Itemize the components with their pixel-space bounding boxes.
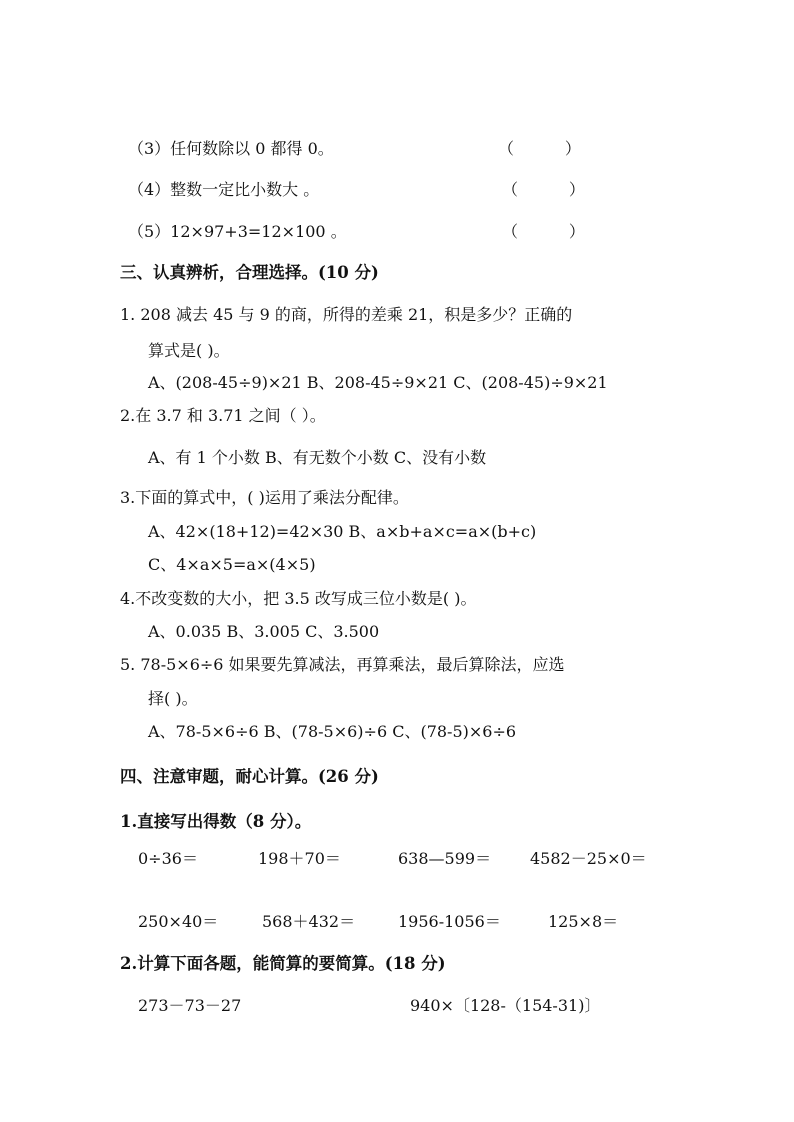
q5-options: A、78-5×6÷6 B、(78-5×6)÷6 C、(78-5)×6÷6 — [148, 722, 517, 741]
judgement-item-5: （5）12×97+3=12×100 。 — [128, 222, 347, 241]
section-3-heading: 三、认真辨析，合理选择。(10 分) — [120, 263, 379, 282]
judgement-item-4: （4）整数一定比小数大 。 — [128, 180, 320, 199]
q2-options: A、有 1 个小数 B、有无数个小数 C、没有小数 — [148, 448, 487, 467]
part-1-heading: 1.直接写出得数（8 分）。 — [120, 812, 312, 831]
q1-line-2: 算式是( )。 — [148, 341, 230, 360]
mental-calc-item: 198＋70＝ — [258, 849, 341, 868]
section-4-heading: 四、注意审题，耐心计算。(26 分) — [120, 767, 379, 786]
mental-calc-item: 1956-1056＝ — [398, 912, 501, 931]
calc-problem-1: 273－73－27 — [138, 996, 242, 1015]
mental-calc-item: 250×40＝ — [138, 912, 219, 931]
q1-options: A、(208-45÷9)×21 B、208-45÷9×21 C、(208-45)÷9×21 — [148, 373, 608, 392]
q4-text: 4.不改变数的大小，把 3.5 改写成三位小数是( )。 — [120, 589, 477, 608]
q1-line-1: 1. 208 减去 45 与 9 的商，所得的差乘 21，积是多少？正确的 — [120, 305, 573, 324]
judgement-item-3: （3）任何数除以 0 都得 0。 — [128, 139, 334, 158]
answer-paren-4[interactable]: （ ） — [502, 180, 585, 199]
calc-problem-2: 940×〔128-（154-31)〕 — [410, 996, 601, 1015]
mental-calc-item: 568＋432＝ — [262, 912, 356, 931]
q3-options-2: C、4×a×5=a×(4×5) — [148, 555, 316, 574]
q4-options: A、0.035 B、3.005 C、3.500 — [148, 622, 380, 641]
part-2-heading: 2.计算下面各题，能简算的要简算。(18 分) — [120, 954, 446, 973]
q3-text: 3.下面的算式中，( )运用了乘法分配律。 — [120, 488, 409, 507]
mental-calc-item: 0÷36＝ — [138, 849, 198, 868]
q2-text: 2.在 3.7 和 3.71 之间（ ）。 — [120, 406, 326, 425]
mental-calc-item: 4582－25×0＝ — [530, 849, 647, 868]
answer-paren-3[interactable]: （ ） — [498, 139, 581, 158]
answer-paren-5[interactable]: （ ） — [502, 222, 585, 241]
q5-line-1: 5. 78-5×6÷6 如果要先算减法，再算乘法，最后算除法，应选 — [120, 655, 565, 674]
mental-calc-item: 638—599＝ — [398, 849, 492, 868]
mental-calc-item: 125×8＝ — [548, 912, 619, 931]
q3-options-1: A、42×(18+12)=42×30 B、a×b+a×c=a×(b+c) — [148, 522, 537, 541]
q5-line-2: 择( )。 — [148, 689, 198, 708]
